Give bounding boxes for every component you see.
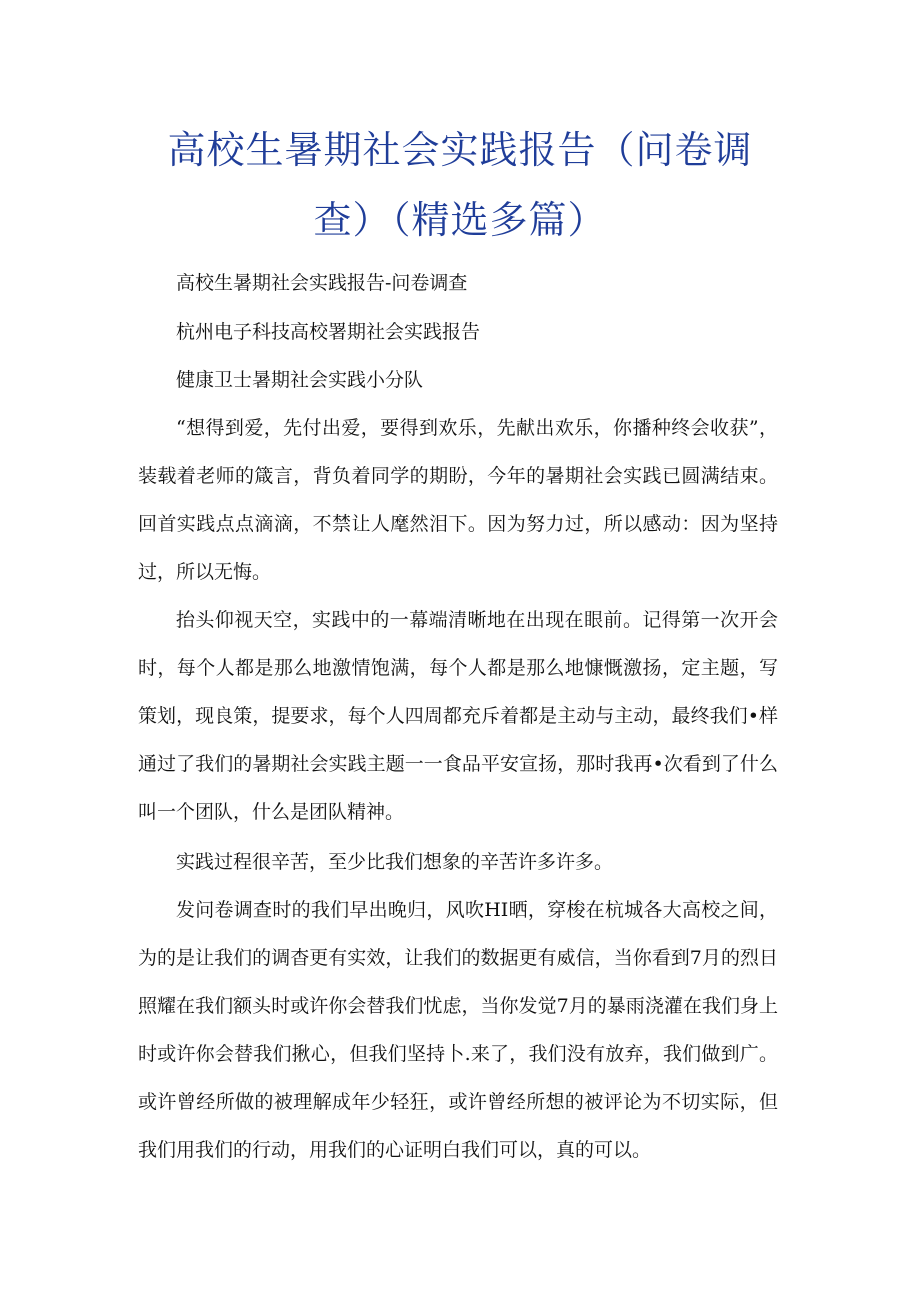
body-paragraph: 发问卷调查时的我们早出晚归，风吹HI晒，穿梭在杭城各大高校之间，为的是让我们的调杳更有实效，让我们的数据更有威信，当你看到7月的烈日照耀在我们额头时或许你会替我们忧虑，当你发觉7月的暴雨浇灌在我们身上时或许你会替我们揪心，但我们坚持卜.来了，我们没有放弃，我们做到广。或许曾经所做的被理解成年少轻狂，或许曾经所想的被评论为不切实际，但我们用我们的行动，用我们的心证明白我们可以，真的可以。	[138, 899, 778, 1161]
subtitle-line: 杭州电子科技高校署期社会实践报告	[176, 321, 481, 343]
subtitle-line: 健康卫士暑期社会实践小分队	[176, 369, 424, 391]
subtitle-line: 高校生暑期社会实践报告-问卷调查	[176, 272, 468, 294]
document-title-line-1: 高校生暑期社会实践报告（问卷调	[167, 128, 753, 172]
body-paragraph: “想得到爱，先付出爱，要得到欢乐，先献出欢乐，你播种终会收获”，装载着老师的箴言，背负着同学的期盼，今年的暑期社会实践已圆满结束。回首实践点点滴滴，不禁让人麾然泪下。因为努力过，所以感动：因为坚持过，所以无悔。	[138, 417, 778, 583]
body-paragraph: 实践过程很辛苦，至少比我们想象的辛苦许多许多。	[176, 851, 614, 873]
body-paragraph: 抬头仰视天空，实践中的一幕端清晰地在出现在眼前。记得第一次开会时，每个人都是那么地激情饱满，每个人都是那么地慷慨激扬，定主题，写策划，现良策，提要求，每个人四周都充斥着都是主动与主动，最终我们•样通过了我们的暑期社会实践主题一一食品平安宣扬，那时我再•次看到了什么叫一个团队，什么是团队精神。	[138, 609, 778, 823]
document-title-line-2: 查）（精选多篇）	[313, 198, 607, 242]
